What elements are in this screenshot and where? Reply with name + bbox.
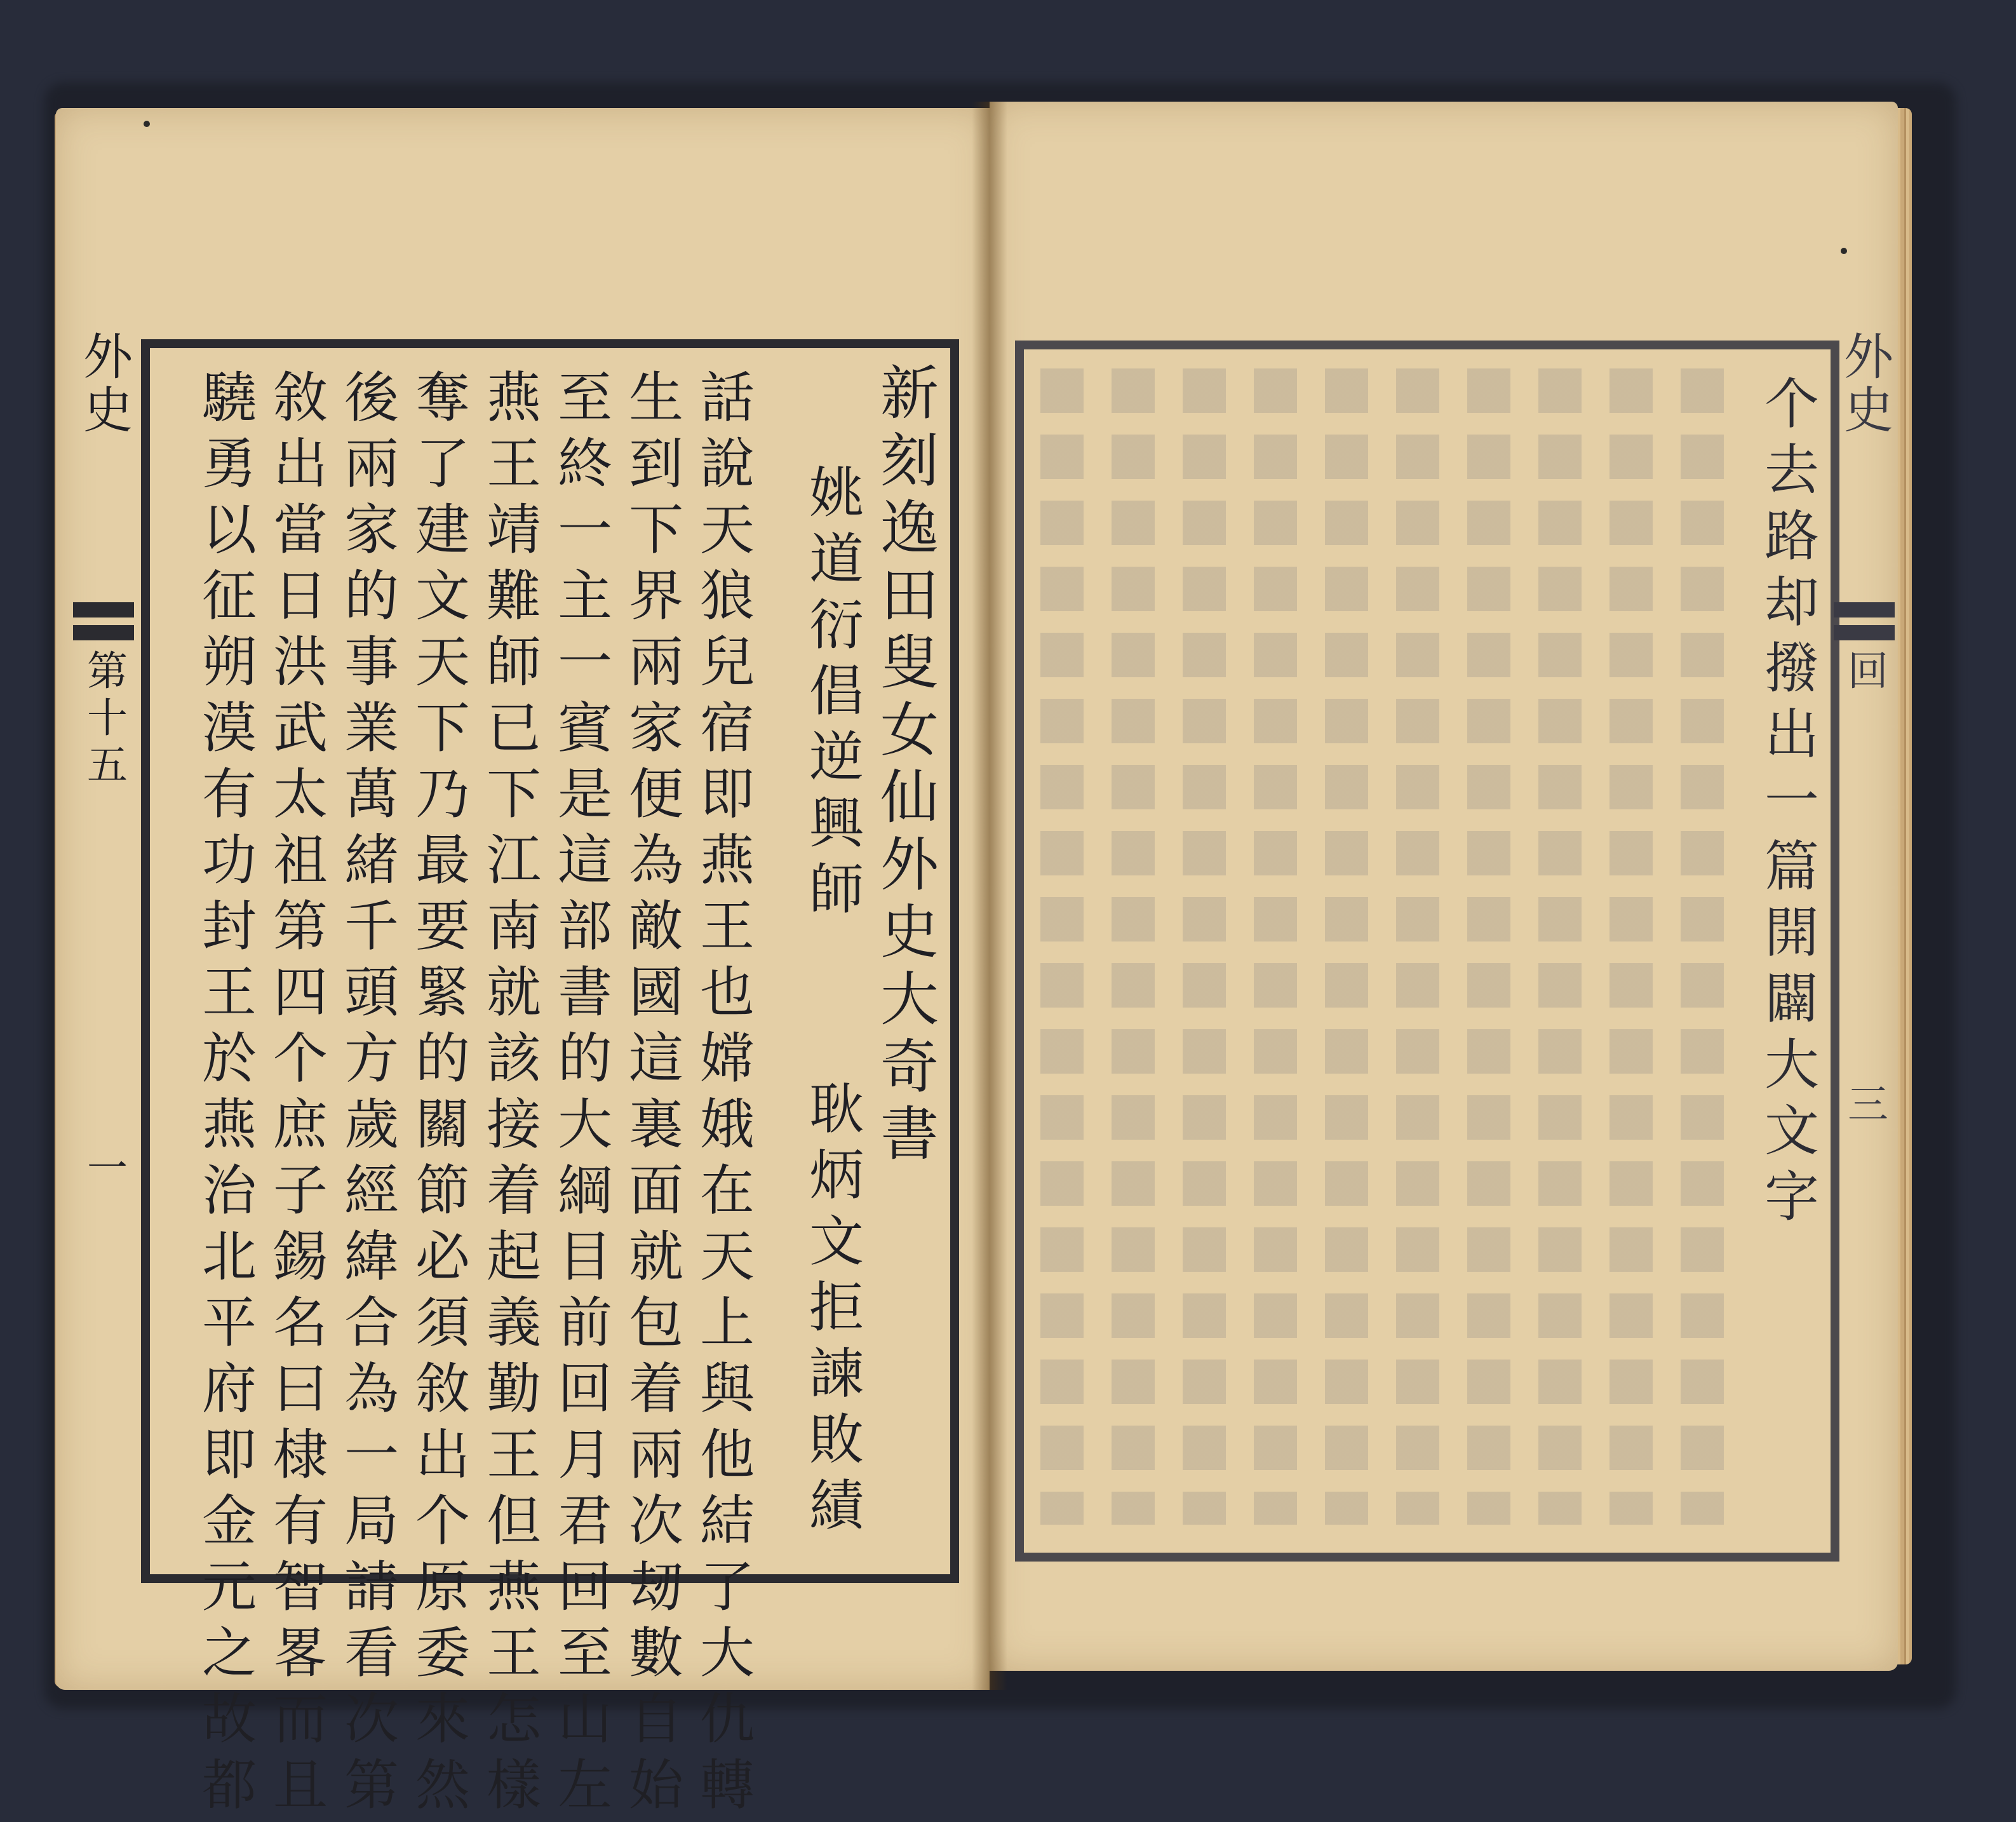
left-margin-title: 外史 bbox=[75, 330, 132, 437]
text-column: 後兩家的事業萬緒千頭方歲經緯合為一局請看次第 bbox=[335, 368, 398, 1822]
text-column: 个去路却撥出一篇開闢大文字 bbox=[1755, 375, 1818, 1234]
text-column: 驍勇以征朔漠有功封王於燕治北平府即金元之故都 bbox=[192, 368, 256, 1822]
book-gutter bbox=[972, 102, 1007, 1690]
chapter-heading-2: 耿炳文拒諫敗績 bbox=[800, 1080, 863, 1542]
right-margin-chapter: 回 bbox=[1841, 649, 1888, 701]
left-fishtail-mark bbox=[73, 602, 134, 640]
text-column: 奪了建文天下乃最要緊的關節必須敘出个原委來然 bbox=[406, 368, 469, 1822]
left-margin-chapter: 第十五 bbox=[80, 649, 127, 790]
text-column: 生到下界兩家便為敵國這裏面就包着兩次刼數自始 bbox=[619, 368, 683, 1822]
text-column: 敘出當日洪武太祖第四个庶子錫名曰棣有智畧而且 bbox=[264, 368, 327, 1822]
right-margin-column bbox=[1829, 330, 1899, 1550]
right-margin-title: 外史 bbox=[1836, 330, 1893, 437]
chapter-heading-1: 姚道衍倡逆興師 bbox=[800, 464, 863, 926]
left-margin-folio: 一 bbox=[80, 1146, 127, 1198]
text-column: 燕王靖難師已下江南就該接着起義勤王但燕王怎樣 bbox=[477, 368, 541, 1822]
text-column: 話說天狼兒宿即燕王也嫦娥在天上與他結了大仇轉 bbox=[690, 368, 754, 1822]
ink-speck bbox=[1841, 248, 1847, 254]
text-column: 至終一主一賓是這部書的大綱目前回月君回至山左 bbox=[548, 368, 612, 1822]
ink-speck bbox=[144, 121, 150, 127]
left-margin-column bbox=[69, 330, 138, 1563]
right-margin-folio: 三 bbox=[1841, 1083, 1888, 1135]
bleed-through-texture bbox=[1023, 368, 1740, 1525]
right-fishtail-mark bbox=[1834, 602, 1895, 640]
book-title-column: 新刻逸田叟女仙外史大奇書 bbox=[871, 362, 939, 1170]
